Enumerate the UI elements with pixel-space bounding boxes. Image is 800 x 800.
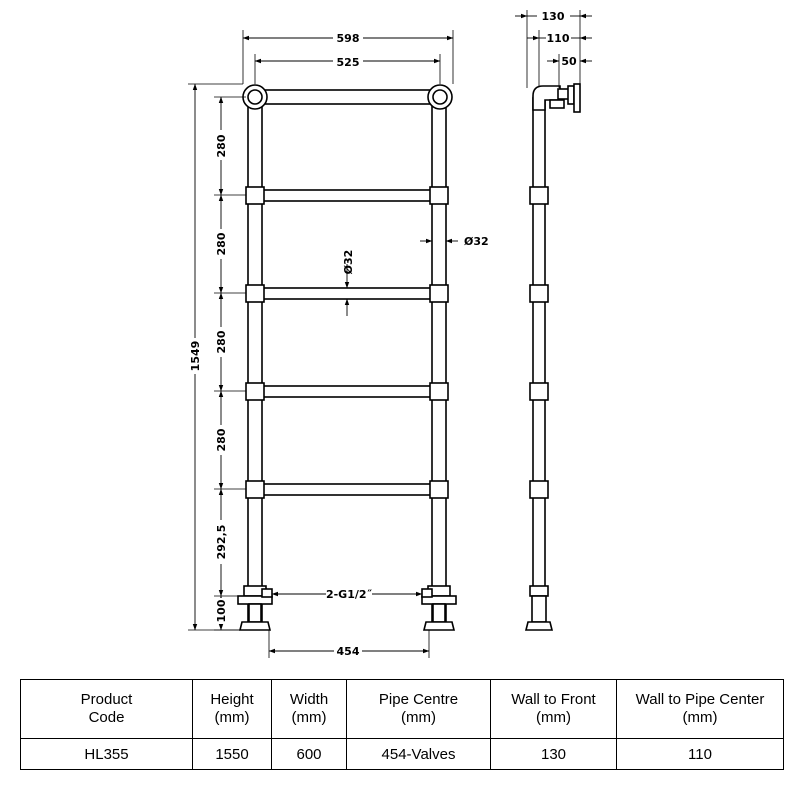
width-centres-label: 525: [336, 56, 360, 69]
right-upright: [432, 102, 446, 624]
pipe-centres-label: 454: [336, 645, 360, 658]
side-upright: [533, 98, 545, 622]
header-width: Width (mm): [272, 680, 347, 739]
rail-5: [255, 484, 439, 495]
right-valve: [422, 586, 456, 630]
spacing-4-label: 280: [215, 428, 228, 452]
header-pipe-centre: Pipe Centre (mm): [347, 680, 491, 739]
rail-2: [255, 190, 439, 201]
spacing-1-label: 280: [215, 134, 228, 158]
cell-height: 1550: [193, 739, 272, 770]
height-total-label: 1549: [189, 340, 202, 372]
rail-diameter-label: Ø32: [342, 249, 355, 275]
spacing-3-label: 280: [215, 330, 228, 354]
foot-height-label: 100: [215, 599, 228, 623]
spacing-5-label: 292,5: [215, 524, 228, 560]
cell-wall-to-front: 130: [491, 739, 617, 770]
cell-wall-to-pipe-center: 110: [617, 739, 784, 770]
header-wall-to-front: Wall to Front (mm): [491, 680, 617, 739]
width-overall-label: 598: [336, 32, 360, 45]
cell-product-code: HL355: [21, 739, 193, 770]
inlet-thread-label: 2-G1/2˝: [325, 588, 373, 601]
top-rail: [255, 90, 439, 104]
joint-collars: [246, 187, 448, 498]
left-upright: [248, 102, 262, 624]
front-elevation: [188, 30, 489, 658]
table-row: [21, 739, 784, 770]
header-wall-to-pipe-center: Wall to Pipe Center (mm): [617, 680, 784, 739]
cell-pipe-centre: 454-Valves: [347, 739, 491, 770]
header-height: Height (mm): [193, 680, 272, 739]
projection-total-label: 130: [541, 10, 565, 23]
projection-pipe-label: 110: [546, 32, 570, 45]
rail-4: [255, 386, 439, 397]
left-valve: [238, 586, 272, 630]
wall-plate: [574, 84, 580, 112]
rail-3: [255, 288, 439, 299]
upright-diameter-label: Ø32: [464, 235, 489, 248]
spacing-2-label: 280: [215, 232, 228, 256]
projection-bracket-label: 50: [561, 55, 577, 68]
cell-width: 600: [272, 739, 347, 770]
header-product-code: Product Code: [21, 680, 193, 739]
side-elevation: [515, 10, 592, 630]
spec-table: [20, 679, 784, 770]
spec-table-header-row: [21, 680, 784, 739]
